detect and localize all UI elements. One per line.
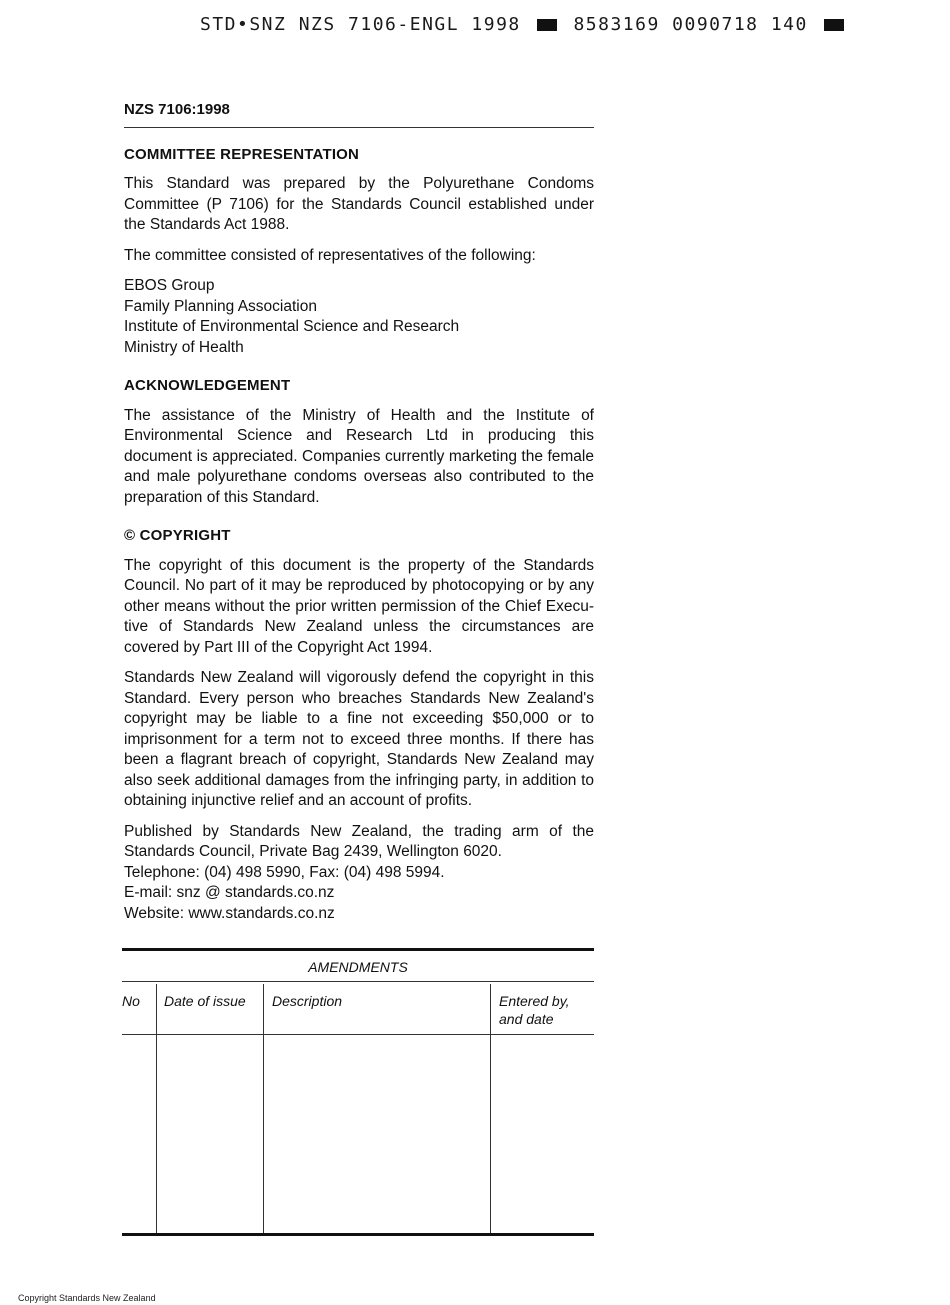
copyright-para-1: The copyright of this document is the property of the Standards Council. No part of it may be reproduced by photocopying or by any other means without the prior written permission of the Chief Execu-tive of Standards New Zealand unless the circumstances are covered by Part III of the Copyright Act 1994. xyxy=(124,556,594,656)
scan-header xyxy=(200,14,848,35)
column-header-description: Description xyxy=(272,993,343,1009)
footer-copyright: Copyright Standards New Zealand xyxy=(18,1293,156,1303)
amendments-header-row xyxy=(122,982,594,1035)
list-item: Institute of Environmental Science and Research xyxy=(124,318,460,335)
list-item: Family Planning Association xyxy=(124,297,317,315)
publisher-phone: Telephone: (04) 498 5990, Fax: (04) 498 5994. xyxy=(124,863,445,881)
acknowledgement-text: The assistance of the Ministry of Health and the Institute of Environmental Science and Research Ltd in producing this document is appreciated. Companies currently marketing the female and male polyurethane condoms overseas also contributed to the preparation of this Standard. xyxy=(124,406,594,506)
publisher-email: E-mail: snz @ standards.co.nz xyxy=(124,884,335,901)
column-header-date: Date of issue xyxy=(164,993,246,1009)
publisher-info xyxy=(124,822,594,925)
column-header-no: No xyxy=(122,993,140,1009)
publisher-website: Website: www.standards.co.nz xyxy=(124,904,335,922)
publisher-line: Published by Standards New Zealand, the trading arm of the Standards Council, Private Bag 2439, Wellington 6020. xyxy=(124,822,594,860)
amendments-title: AMENDMENTS xyxy=(122,951,594,982)
list-item: EBOS Group xyxy=(124,277,215,294)
amendments-table xyxy=(122,948,594,1236)
barcode-block-icon xyxy=(824,19,844,31)
scan-header-prefix: STD•SNZ NZS 7106-ENGL 1998 xyxy=(200,14,521,35)
column-divider xyxy=(490,984,491,1233)
committee-intro: This Standard was prepared by the Polyurethane Condoms Committee (P 7106) for the Standards Council established under the Standards Act 1988. xyxy=(124,175,594,233)
list-item: Ministry of Health xyxy=(124,338,244,356)
column-divider xyxy=(263,984,264,1233)
column-header-entered: Entered by, and date xyxy=(499,993,570,1027)
column-divider xyxy=(156,984,157,1233)
committee-members-list xyxy=(124,276,594,358)
scan-header-code: 8583169 0090718 140 xyxy=(573,14,808,35)
standard-number: NZS 7106:1998 xyxy=(124,100,594,128)
document-body xyxy=(124,100,594,924)
committee-consisted: The committee consisted of representatives of the following: xyxy=(124,246,536,264)
committee-heading: COMMITTEE REPRESENTATION xyxy=(124,145,360,163)
barcode-block-icon xyxy=(537,19,557,31)
copyright-heading: © COPYRIGHT xyxy=(124,527,231,544)
copyright-para-2: Standards New Zealand will vigorously defend the copyright in this Standard. Every person who breaches Standards New Zealand's copyright may be liable to a fine not exceeding $50,000 or to imprisonment for a term not to exceed three months. If there has been a flagrant breach of copyright, Standards New Zealand may also seek additional damages from the infringing party, in addition to obtaining injunctive relief and an account of profits. xyxy=(124,669,594,809)
acknowledgement-heading: ACKNOWLEDGEMENT xyxy=(124,377,291,394)
